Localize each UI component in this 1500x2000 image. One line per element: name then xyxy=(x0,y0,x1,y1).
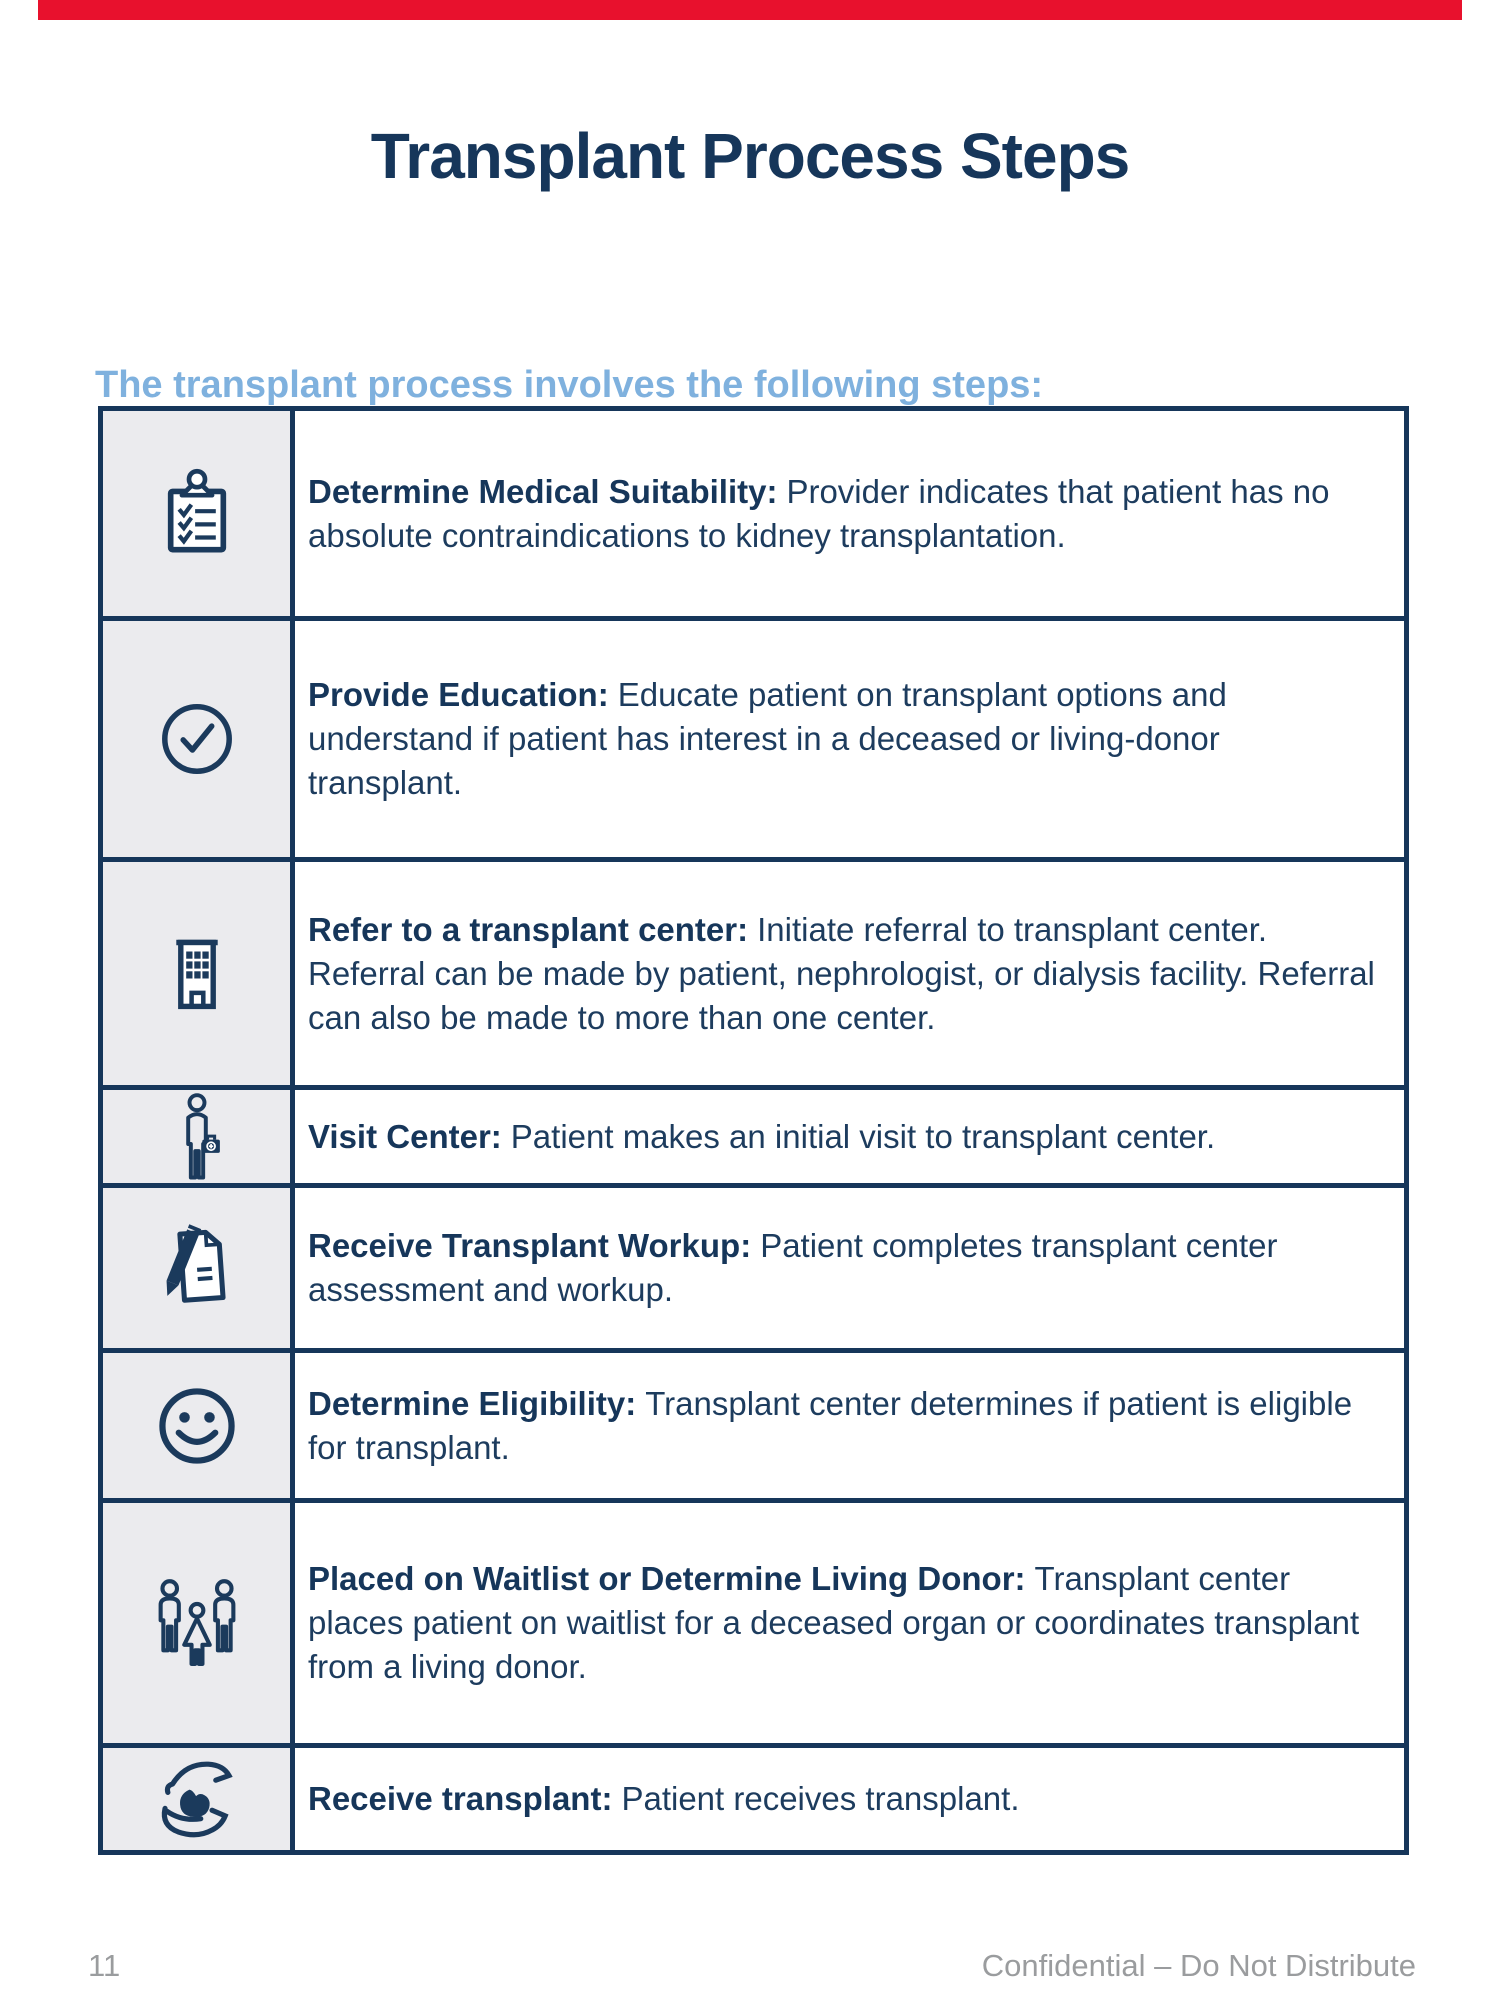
step-text-cell xyxy=(295,1188,1404,1348)
intro-heading: The transplant process involves the following steps: xyxy=(95,363,1044,406)
step-description: Initiate referral to transplant center. Referral can be made by patient, nephrologist, or dialysis facility. Referral can also be made to more than one center. xyxy=(308,910,1375,1036)
step-label: Determine Eligibility: xyxy=(308,1384,637,1422)
step-label: Provide Education: xyxy=(308,676,609,713)
table-row xyxy=(103,1748,1404,1850)
table-row xyxy=(103,1090,1404,1188)
step-text-cell xyxy=(295,1353,1404,1498)
page-title: Transplant Process Steps xyxy=(370,119,1130,192)
family-icon xyxy=(103,1503,295,1743)
confidential-note: Confidential – Do Not Distribute xyxy=(981,1948,1416,1983)
step-description: Educate patient on transplant options and understand if patient has interest in a deceased or living-donor transplant. xyxy=(308,676,1227,801)
table-row xyxy=(103,862,1404,1090)
step-text-cell xyxy=(295,1748,1404,1850)
step-description: Transplant center determines if patient is eligible for transplant. xyxy=(308,1384,1353,1466)
step-description: Patient completes transplant center assessment and workup. xyxy=(308,1227,1278,1308)
table-row xyxy=(103,1353,1404,1503)
step-description: Patient receives transplant. xyxy=(621,1780,1020,1817)
page-number: 11 xyxy=(88,1948,121,1983)
table-row xyxy=(103,1503,1404,1748)
step-label: Placed on Waitlist or Determine Living Donor: xyxy=(308,1560,1026,1597)
transplant-steps-table xyxy=(98,406,1409,1855)
step-label: Refer to a transplant center: xyxy=(308,910,749,948)
step-description: Provider indicates that patient has no absolute contraindications to kidney transplantation. xyxy=(308,472,1330,554)
smiley-face-icon xyxy=(103,1353,295,1498)
building-icon xyxy=(103,862,295,1085)
table-row xyxy=(103,1188,1404,1353)
step-text-cell xyxy=(295,1090,1404,1183)
hands-holding-kidney-icon xyxy=(103,1748,295,1850)
step-text-cell xyxy=(295,862,1404,1085)
top-red-bar xyxy=(38,0,1462,20)
step-description: Transplant center places patient on waitlist for a deceased organ or coordinates transplant from a living donor. xyxy=(308,1560,1360,1685)
step-text-cell xyxy=(295,1503,1404,1743)
step-description: Patient makes an initial visit to transplant center. xyxy=(510,1117,1216,1155)
checklist-clipboard-icon xyxy=(103,411,295,616)
step-label: Determine Medical Suitability: xyxy=(308,472,778,510)
patient-icon xyxy=(103,1090,295,1183)
step-text-cell xyxy=(295,411,1404,616)
document-pencil-icon xyxy=(103,1188,295,1348)
step-label: Receive transplant: xyxy=(308,1780,613,1817)
table-row xyxy=(103,621,1404,862)
step-text-cell xyxy=(295,621,1404,857)
table-row xyxy=(103,411,1404,621)
step-label: Receive Transplant Workup: xyxy=(308,1227,752,1264)
step-label: Visit Center: xyxy=(308,1117,502,1155)
checkmark-circle-icon xyxy=(103,621,295,857)
